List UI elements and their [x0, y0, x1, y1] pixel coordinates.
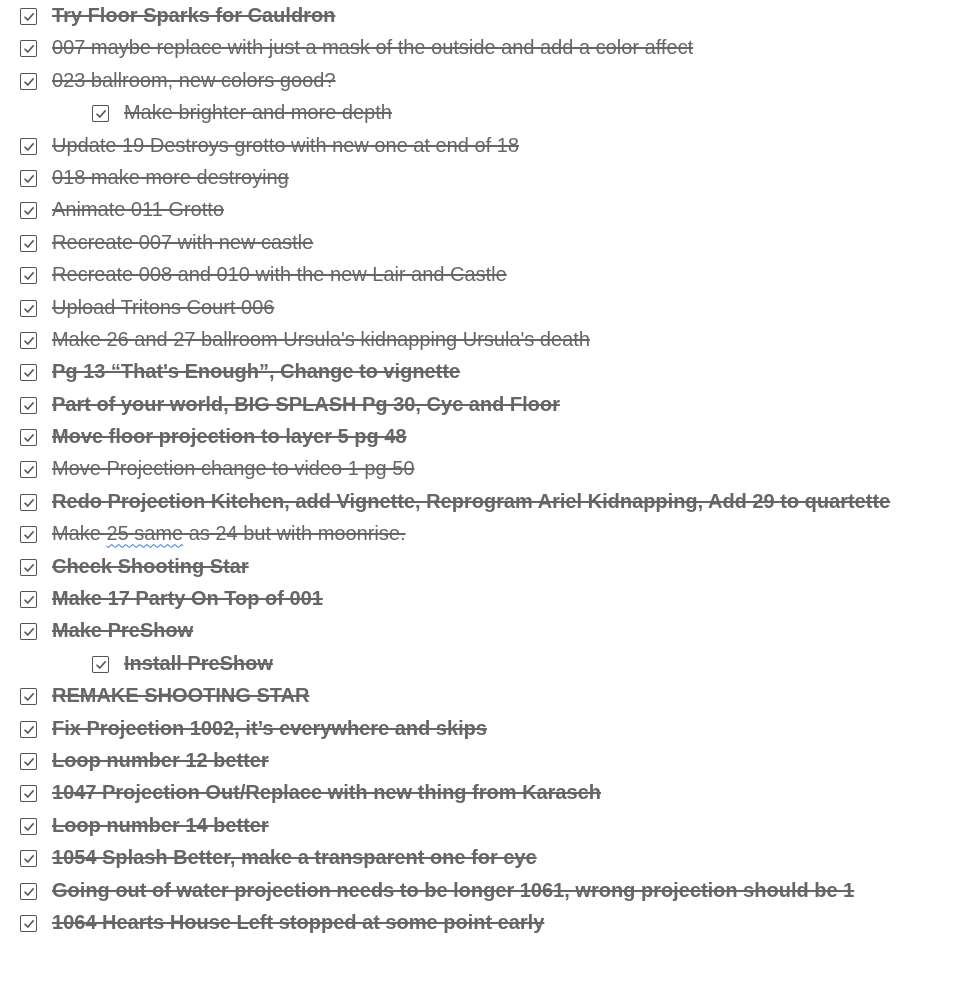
checklist-item — [0, 229, 953, 258]
checklist-item-text[interactable]: Pg 13 “That's Enough”, Change to vignette — [52, 361, 461, 384]
checklist-item — [0, 164, 953, 193]
checklist-item — [0, 34, 953, 63]
checklist-item — [0, 844, 953, 873]
checkbox[interactable] — [20, 623, 37, 640]
checklist-item — [0, 617, 953, 646]
checklist-item — [0, 488, 953, 517]
checked-box-icon — [23, 141, 35, 153]
checkbox[interactable] — [20, 526, 37, 543]
checkbox[interactable] — [20, 8, 37, 25]
checkbox[interactable] — [20, 721, 37, 738]
checklist-item — [0, 67, 953, 96]
checked-box-icon — [23, 464, 35, 476]
checklist-item-text[interactable]: 1047 Projection Out/Replace with new thing from Karasch — [52, 782, 602, 805]
checklist-item-text[interactable]: Animate 011 Grotto — [52, 199, 224, 222]
checkbox[interactable] — [20, 170, 37, 187]
checklist-item-text[interactable]: Redo Projection Kitchen, add Vignette, Reprogram Ariel Kidnapping, Add 29 to quartette — [52, 490, 891, 513]
checked-box-icon — [23, 173, 35, 185]
checklist-item-text[interactable]: 023 ballroom, new colors good? — [52, 69, 336, 92]
checkbox[interactable] — [20, 235, 37, 252]
checked-box-icon — [23, 853, 35, 865]
checked-box-icon — [95, 659, 107, 671]
checked-box-icon — [23, 497, 35, 509]
spellcheck-flagged-text[interactable] — [106, 523, 183, 545]
checklist-item-text[interactable]: Make 26 and 27 ballroom Ursula's kidnapping Ursula's death — [52, 328, 590, 351]
checklist-item — [0, 909, 953, 938]
checked-box-icon — [23, 529, 35, 541]
checked-box-icon — [23, 562, 35, 574]
checkbox[interactable] — [20, 915, 37, 932]
checked-box-icon — [23, 594, 35, 606]
checklist-item — [0, 2, 953, 31]
checklist-item-text[interactable]: 1064 Hearts House Left stopped at some point early — [52, 911, 545, 934]
checklist-item-text[interactable]: Part of your world, BIG SPLASH Pg 30, Cyc and Floor — [52, 393, 560, 416]
checked-box-icon — [23, 756, 35, 768]
checklist-item-text[interactable]: Loop number 12 better — [52, 749, 269, 772]
checklist-item-text[interactable]: Recreate 008 and 010 with the new Lair and Castle — [52, 264, 507, 287]
checklist-item-text[interactable]: 007 maybe replace with just a mask of the outside and add a color affect — [52, 37, 694, 60]
checkbox[interactable] — [20, 850, 37, 867]
checklist-item-text[interactable]: Check Shooting Star — [52, 555, 249, 578]
checkbox[interactable] — [20, 138, 37, 155]
checklist-item-text[interactable]: Make 17 Party On Top of 001 — [52, 588, 323, 611]
checklist-item — [0, 747, 953, 776]
checklist-item-text[interactable]: Going out of water projection needs to be longer 1061, wrong projection should be 1 — [52, 879, 855, 902]
checked-box-icon — [23, 303, 35, 315]
checklist-item — [0, 261, 953, 290]
checked-box-icon — [23, 821, 35, 833]
checklist-item-text[interactable]: Move floor projection to layer 5 pg 48 — [52, 426, 407, 449]
checkbox[interactable] — [20, 591, 37, 608]
checkbox[interactable] — [20, 818, 37, 835]
checkbox[interactable] — [92, 105, 109, 122]
checklist-item-text[interactable]: REMAKE SHOOTING STAR — [52, 685, 310, 708]
checked-box-icon — [23, 367, 35, 379]
checked-box-icon — [23, 691, 35, 703]
checked-box-icon — [23, 626, 35, 638]
checked-box-icon — [23, 43, 35, 55]
checkbox[interactable] — [20, 332, 37, 349]
checklist-item — [0, 553, 953, 582]
text-after: as 24 but with moonrise. — [183, 523, 406, 546]
checklist-item — [0, 715, 953, 744]
text-before: Make — [52, 523, 107, 546]
checkbox[interactable] — [20, 40, 37, 57]
checklist-item-text[interactable]: Update 19 Destroys grotto with new one at end of 18 — [52, 134, 519, 157]
checklist-subitem — [0, 99, 953, 128]
checkbox[interactable] — [20, 364, 37, 381]
spellcheck-underline: 25 same — [106, 523, 184, 546]
checklist-item-text[interactable]: Fix Projection 1002, it’s everywhere and skips — [52, 717, 488, 740]
checked-box-icon — [23, 724, 35, 736]
checked-box-icon — [23, 432, 35, 444]
checked-box-icon — [23, 335, 35, 347]
checked-box-icon — [23, 918, 35, 930]
checklist-item — [0, 196, 953, 225]
checklist-item — [0, 358, 953, 387]
checklist-item-text[interactable]: 018 make more destroying — [52, 166, 289, 189]
checklist-item-text[interactable]: Make brighter and more depth — [124, 102, 392, 125]
checked-box-icon — [23, 270, 35, 282]
checklist-item-text[interactable]: Loop number 14 better — [52, 814, 269, 837]
checklist — [0, 2, 953, 938]
checkbox[interactable] — [20, 267, 37, 284]
checkbox[interactable] — [20, 202, 37, 219]
checklist-item-text[interactable] — [52, 523, 406, 545]
checkbox[interactable] — [20, 785, 37, 802]
checklist-item — [0, 520, 953, 549]
checklist-item — [0, 423, 953, 452]
checklist-item — [0, 391, 953, 420]
checklist-item-text[interactable]: Try Floor Sparks for Cauldron — [52, 5, 336, 27]
checkbox[interactable] — [20, 494, 37, 511]
checkbox[interactable] — [20, 688, 37, 705]
checklist-item — [0, 877, 953, 906]
checkbox[interactable] — [20, 461, 37, 478]
checklist-item — [0, 132, 953, 161]
checklist-item-text[interactable]: Upload Tritons Court 006 — [52, 296, 275, 319]
checklist-item — [0, 294, 953, 323]
checklist-item-text[interactable]: Recreate 007 with new castle — [52, 231, 314, 254]
checked-box-icon — [23, 76, 35, 88]
checkbox[interactable] — [20, 883, 37, 900]
checkbox[interactable] — [20, 300, 37, 317]
checkbox[interactable] — [20, 73, 37, 90]
checklist-item-text[interactable]: Move Projection change to video 1 pg 50 — [52, 458, 415, 481]
checklist-item-text[interactable]: 1054 Splash Better, make a transparent one for cyc — [52, 847, 537, 870]
checklist-item — [0, 812, 953, 841]
checked-box-icon — [95, 108, 107, 120]
checklist-item-text[interactable]: Install PreShow — [124, 652, 273, 675]
checked-box-icon — [23, 400, 35, 412]
checked-box-icon — [23, 238, 35, 250]
checkbox[interactable] — [20, 753, 37, 770]
checklist-item — [0, 779, 953, 808]
checkbox[interactable] — [92, 656, 109, 673]
checklist-subitem — [0, 650, 953, 679]
checklist-item — [0, 326, 953, 355]
checked-box-icon — [23, 205, 35, 217]
checklist-item — [0, 455, 953, 484]
checked-box-icon — [23, 886, 35, 898]
checklist-item — [0, 585, 953, 614]
checklist-item — [0, 682, 953, 711]
checkbox[interactable] — [20, 429, 37, 446]
checklist-item-text[interactable]: Make PreShow — [52, 620, 194, 643]
checked-box-icon — [23, 11, 35, 23]
checkbox[interactable] — [20, 397, 37, 414]
checked-box-icon — [23, 788, 35, 800]
checkbox[interactable] — [20, 559, 37, 576]
